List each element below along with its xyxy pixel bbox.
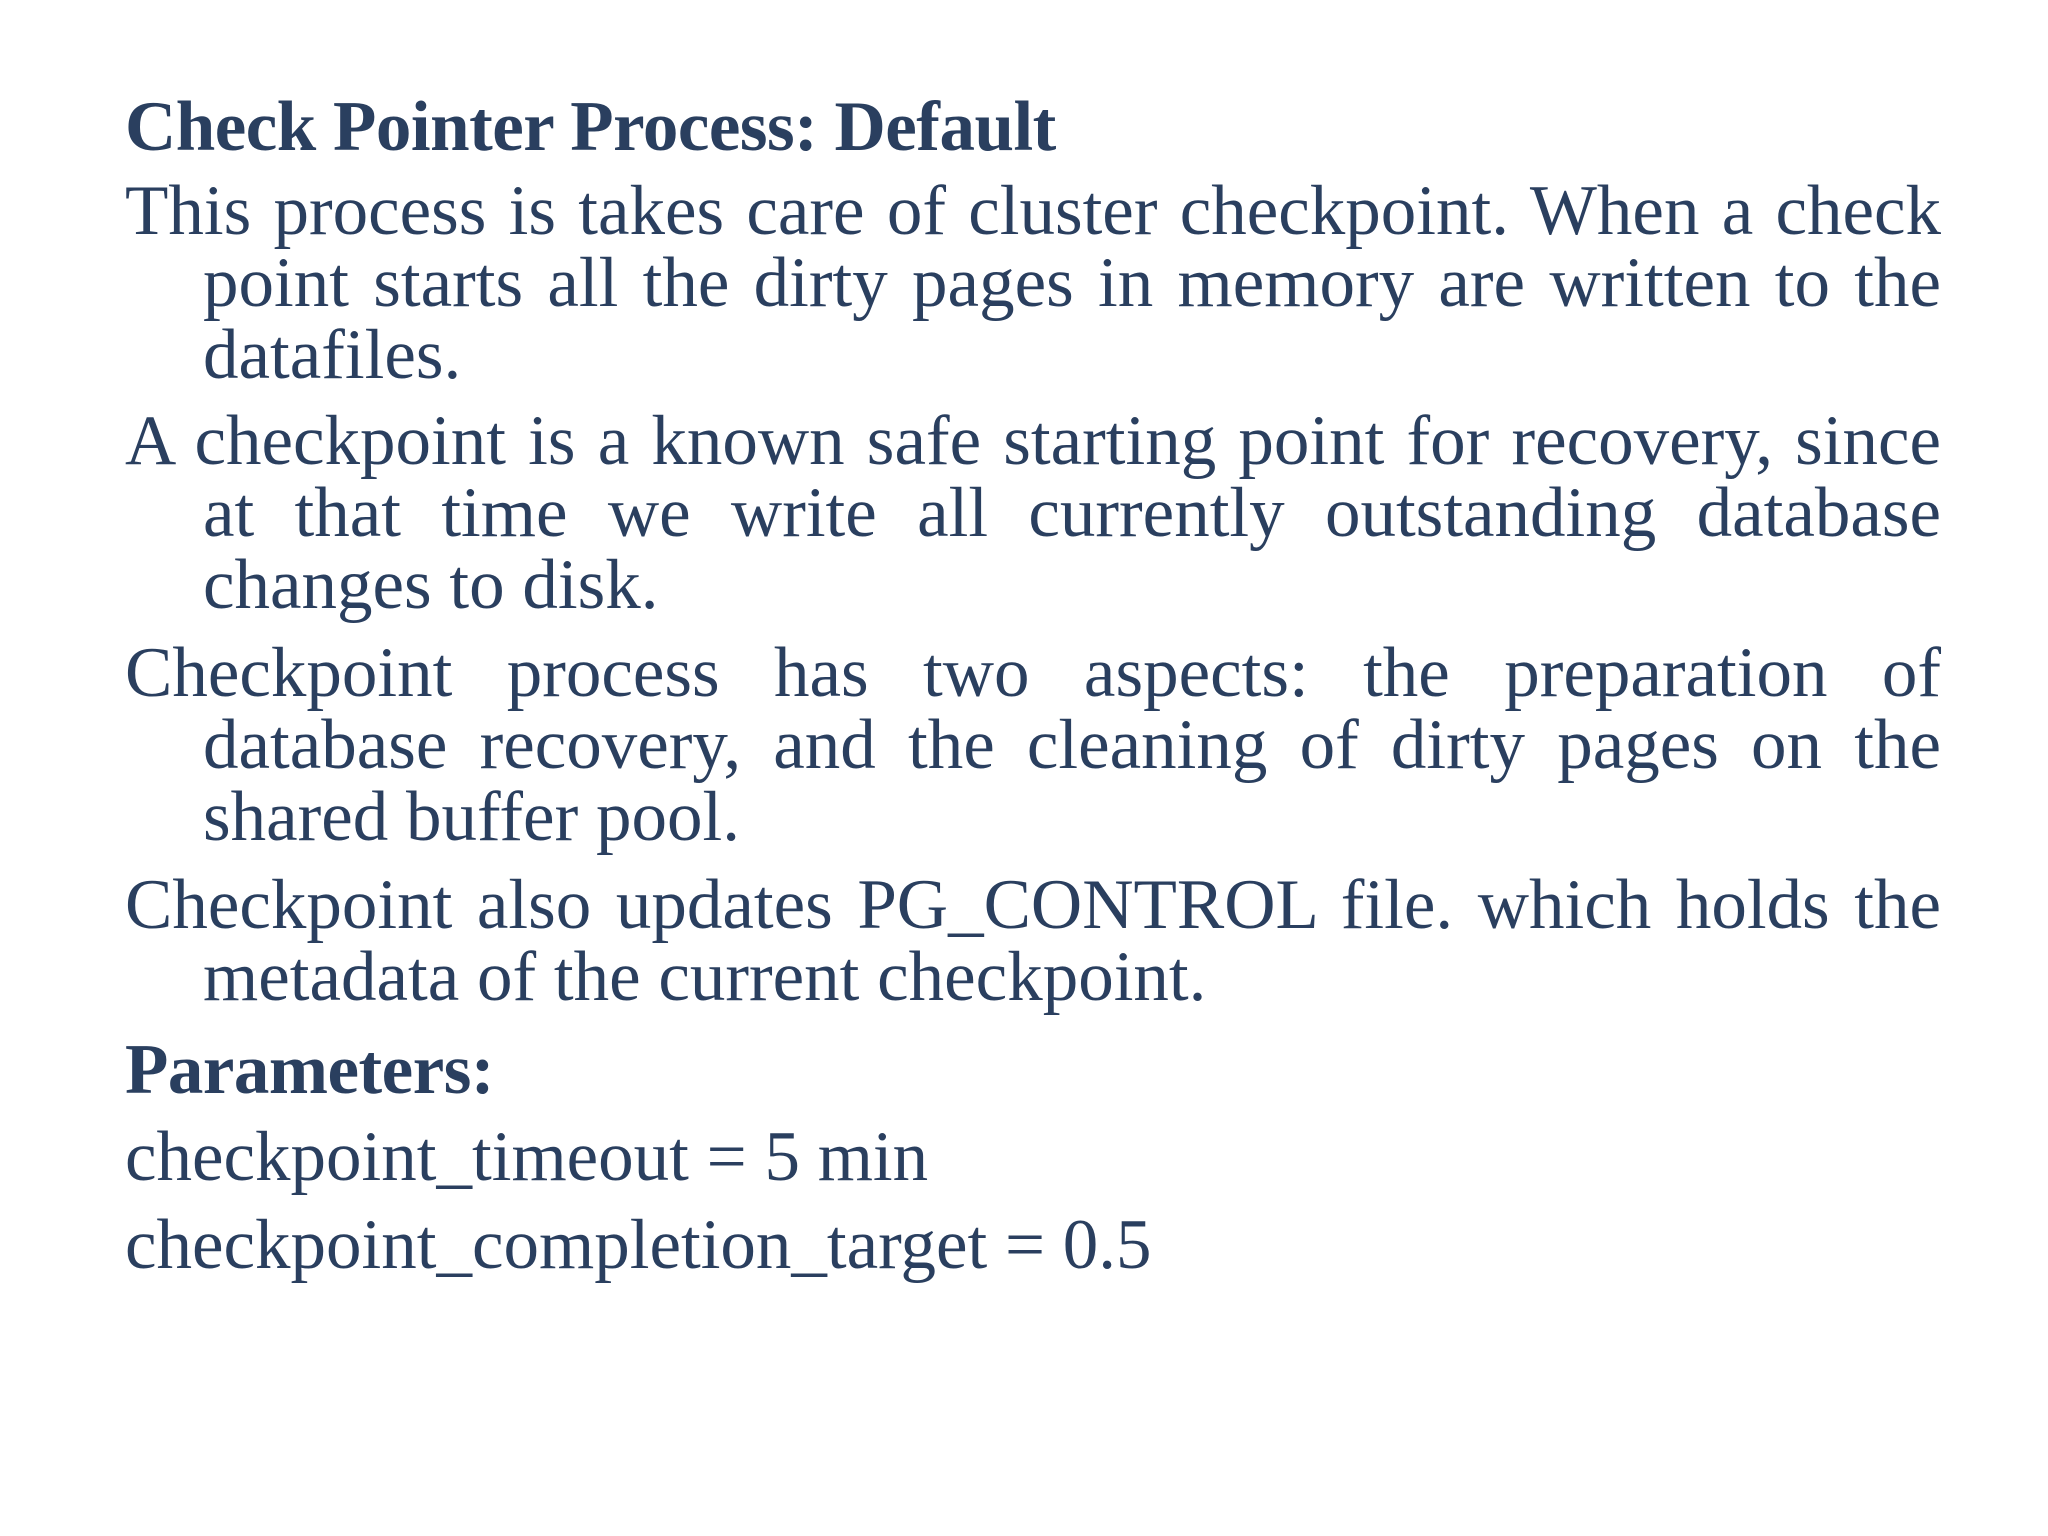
paragraph-pg-control: Checkpoint also updates PG_CONTROL file. which holds the metadata of the current checkpoint. [125,866,1941,1016]
slide-content [125,84,1941,1289]
parameter-checkpoint-completion-target: checkpoint_completion_target = 0.5 [125,1206,1152,1284]
parameter-checkpoint-timeout: checkpoint_timeout = 5 min [125,1118,929,1196]
paragraph-checkpoint-overview: This process is takes care of cluster checkpoint. When a check point starts all the dirty pages in memory are written to the datafiles. [125,172,1941,394]
paragraph-checkpoint-definition: A checkpoint is a known safe starting point for recovery, since at that time we write all currently outstanding database changes to disk. [125,402,1941,624]
parameters-heading: Parameters: [125,1031,494,1109]
paragraph-checkpoint-aspects: Checkpoint process has two aspects: the preparation of database recovery, and the cleaning of dirty pages on the shared buffer pool. [125,634,1941,856]
slide-title: Check Pointer Process: Default [125,88,1056,166]
